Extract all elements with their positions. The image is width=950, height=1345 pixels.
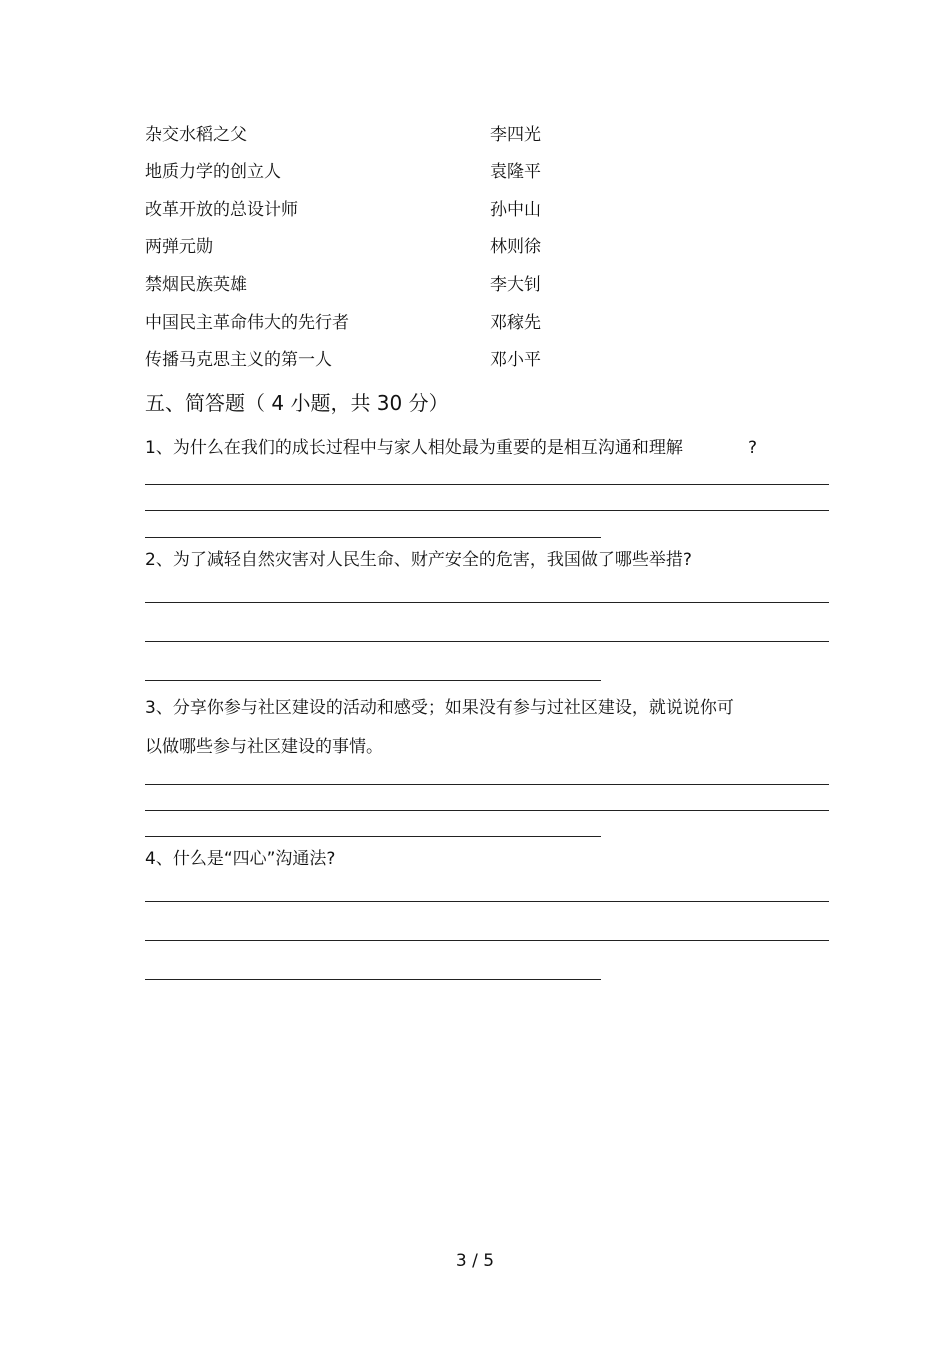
question-1-mark: ? bbox=[748, 438, 758, 458]
question-1-text: 1、为什么在我们的成长过程中与家人相处最为重要的是相互沟通和理解 bbox=[145, 438, 683, 458]
match-left-item-1: 杂交水稻之父 bbox=[145, 125, 247, 145]
page-number: 3 / 5 bbox=[455, 1251, 495, 1271]
match-right-item-7: 邓小平 bbox=[490, 350, 541, 370]
match-right-item-6: 邓稼先 bbox=[490, 313, 541, 333]
answer-line[interactable] bbox=[145, 836, 601, 837]
match-left-item-4: 两弹元勋 bbox=[145, 237, 213, 257]
answer-line[interactable] bbox=[145, 484, 829, 485]
match-left-item-7: 传播马克思主义的第一人 bbox=[145, 350, 332, 370]
answer-line[interactable] bbox=[145, 680, 601, 681]
question-3-text-line-1: 3、分享你参与社区建设的活动和感受；如果没有参与过社区建设，就说说你可 bbox=[145, 698, 734, 718]
match-right-item-3: 孙中山 bbox=[490, 200, 541, 220]
question-3-text-line-2: 以做哪些参与社区建设的事情。 bbox=[145, 737, 383, 757]
answer-line[interactable] bbox=[145, 810, 829, 811]
match-left-item-6: 中国民主革命伟大的先行者 bbox=[145, 313, 349, 333]
match-left-item-3: 改革开放的总设计师 bbox=[145, 200, 298, 220]
answer-line[interactable] bbox=[145, 940, 829, 941]
section-title-short-answer: 五、简答题（ 4 小题，共 30 分） bbox=[145, 391, 449, 415]
match-right-item-5: 李大钊 bbox=[490, 275, 541, 295]
question-2-text: 2、为了减轻自然灾害对人民生命、财产安全的危害，我国做了哪些举措? bbox=[145, 550, 692, 570]
answer-line[interactable] bbox=[145, 784, 829, 785]
question-4-text: 4、什么是“四心”沟通法? bbox=[145, 849, 336, 869]
match-right-item-1: 李四光 bbox=[490, 125, 541, 145]
match-right-item-4: 林则徐 bbox=[490, 237, 541, 257]
answer-line[interactable] bbox=[145, 602, 829, 603]
answer-line[interactable] bbox=[145, 901, 829, 902]
match-left-item-2: 地质力学的创立人 bbox=[145, 162, 281, 182]
answer-line[interactable] bbox=[145, 510, 829, 511]
answer-line[interactable] bbox=[145, 537, 601, 538]
match-right-item-2: 袁隆平 bbox=[490, 162, 541, 182]
answer-line[interactable] bbox=[145, 641, 829, 642]
match-left-item-5: 禁烟民族英雄 bbox=[145, 275, 247, 295]
answer-line[interactable] bbox=[145, 979, 601, 980]
